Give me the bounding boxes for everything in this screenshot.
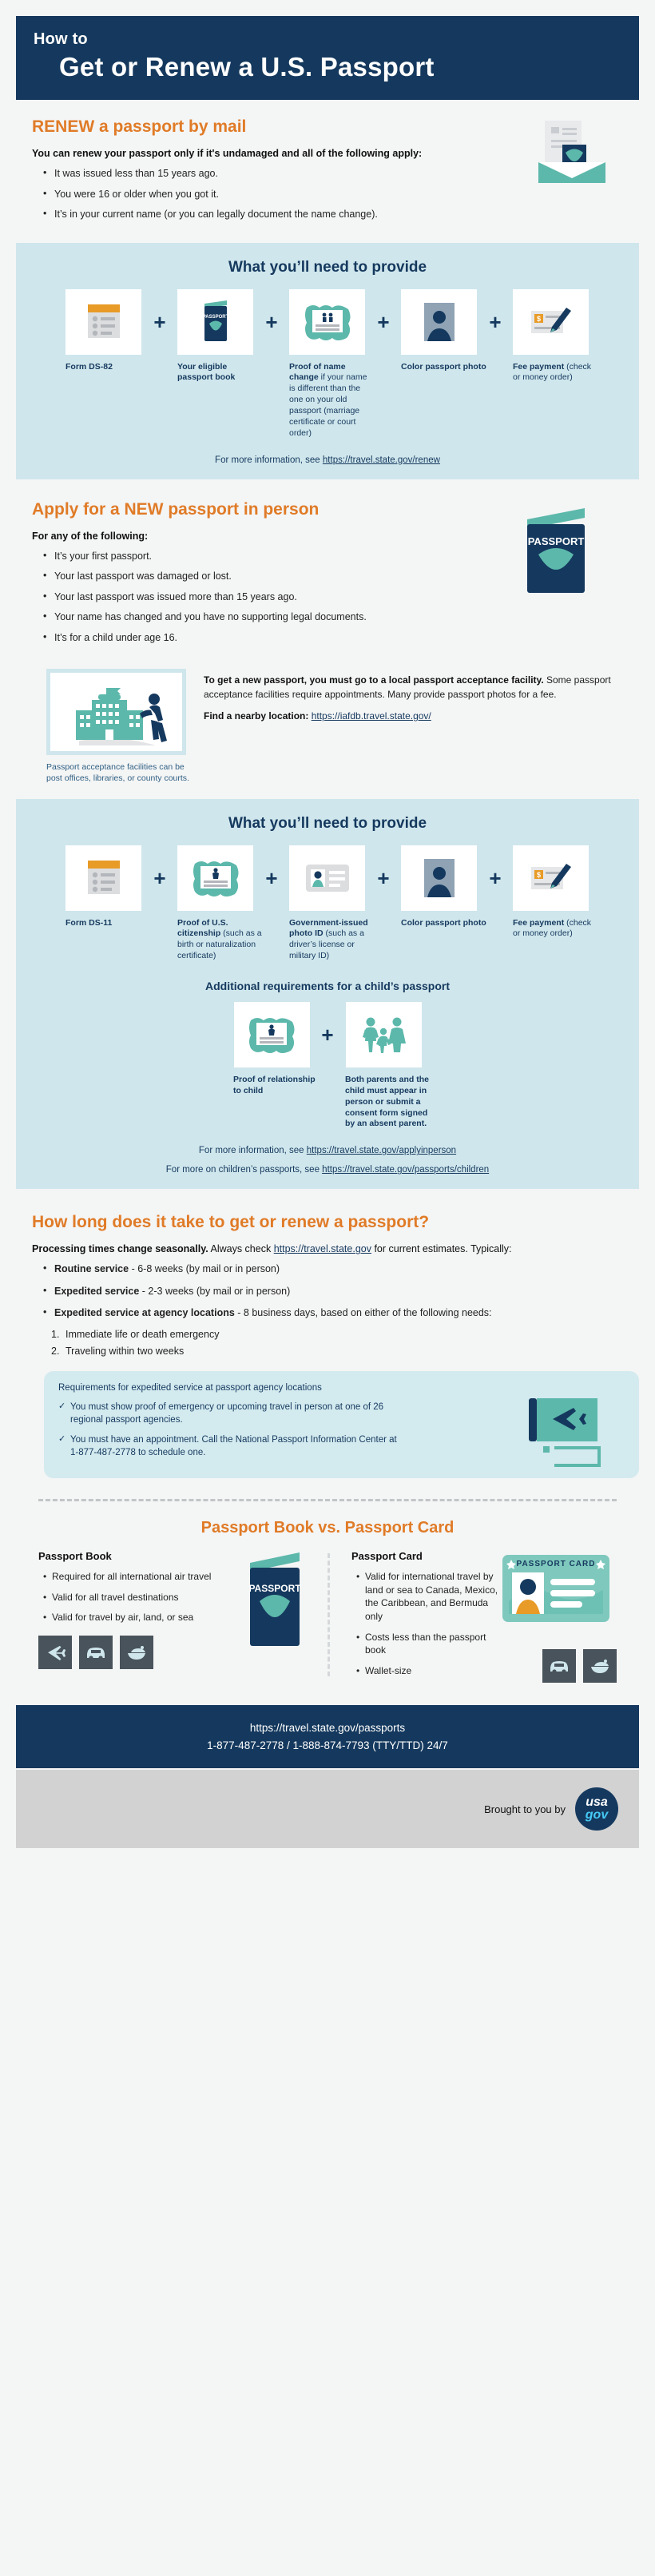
times-heading: How long does it take to get or renew a passport? bbox=[32, 1213, 430, 1232]
requirement-photo-id bbox=[280, 845, 375, 962]
requirement-fee-payment bbox=[504, 845, 598, 940]
list-item: ✓ You must have an appointment. Call the National Passport Information Center at 1-877-487-2778 to schedule one. bbox=[58, 1433, 402, 1459]
requirement-form-ds11 bbox=[57, 845, 151, 929]
acceptance-facility-block bbox=[32, 669, 623, 784]
list-item: Immediate life or death emergency bbox=[66, 1328, 220, 1340]
expedited-requirements-callout bbox=[44, 1371, 639, 1478]
child-requirements-row bbox=[30, 1002, 625, 1130]
svg-text:PASSPORT: PASSPORT bbox=[248, 1583, 301, 1595]
children-more-info bbox=[30, 1165, 625, 1175]
requirement-passport-book bbox=[169, 289, 263, 384]
list-item: • Expedited service at agency locations - 8 business days, based on either of the following needs: bbox=[43, 1306, 623, 1321]
apply-heading: Apply for a NEW passport in person bbox=[32, 499, 320, 519]
apply-info-link[interactable]: https://travel.state.gov/applyinperson bbox=[306, 1146, 457, 1156]
passport-card-column bbox=[328, 1550, 617, 1684]
passport-book-modes bbox=[38, 1636, 224, 1669]
vertical-divider bbox=[328, 1553, 330, 1676]
requirement-caption: Fee payment (check or money order) bbox=[513, 361, 592, 383]
list-item: • It’s for a child under age 16. bbox=[43, 631, 511, 646]
find-location-line bbox=[204, 710, 623, 723]
passport-book-icon bbox=[177, 289, 253, 355]
list-item: • Valid for all travel destinations bbox=[43, 1591, 224, 1604]
passport-card-heading: Passport Card bbox=[351, 1550, 423, 1563]
comparison-section bbox=[0, 1550, 655, 1684]
passport-book-art bbox=[224, 1550, 328, 1684]
apply-panel-heading: What you’ll need to provide bbox=[228, 814, 427, 832]
mail-envelope-illustration bbox=[527, 117, 623, 183]
usagov-logo[interactable] bbox=[575, 1787, 618, 1831]
usagov-logo-top: usa bbox=[586, 1795, 608, 1810]
facility-rest: Some passport acceptance facilities require appointments. Many provide passport photos for a fee. bbox=[204, 674, 611, 700]
plus-icon: + bbox=[153, 865, 166, 890]
requirement-caption: Your eligible passport book bbox=[177, 361, 236, 383]
plus-icon: + bbox=[377, 865, 390, 890]
list-item: • Wallet-size bbox=[356, 1664, 501, 1678]
times-lead-end: for current estimates. Typically: bbox=[371, 1243, 512, 1255]
renew-bullet-list bbox=[43, 167, 527, 222]
usagov-logo-bottom: gov bbox=[585, 1808, 609, 1823]
requirement-caption: Form DS-82 bbox=[66, 361, 113, 372]
find-location-link[interactable]: https://iafdb.travel.state.gov/ bbox=[311, 710, 431, 722]
infographic-page bbox=[0, 16, 655, 1848]
times-bullet-list bbox=[43, 1262, 623, 1321]
travel-state-gov-link[interactable]: https://travel.state.gov bbox=[273, 1243, 371, 1255]
apply-section bbox=[0, 479, 655, 785]
list-item: • Your name has changed and you have no supporting legal documents. bbox=[43, 610, 511, 625]
list-item: • Valid for travel by air, land, or sea bbox=[43, 1611, 224, 1624]
requirement-caption: Proof of U.S. citizenship (such as a birth or naturalization certificate) bbox=[177, 917, 262, 961]
comparison-title: Passport Book vs. Passport Card bbox=[200, 1519, 455, 1537]
renew-section bbox=[0, 100, 655, 229]
processing-times-section bbox=[0, 1189, 655, 1357]
requirement-caption: Fee payment (check or money order) bbox=[513, 917, 592, 939]
ship-icon bbox=[120, 1636, 153, 1669]
list-item: • Valid for international travel by land or sea to Canada, Mexico, the Caribbean, and Bermuda only bbox=[356, 1570, 501, 1623]
passport-book-list bbox=[43, 1570, 224, 1624]
plus-icon: + bbox=[321, 1023, 334, 1047]
government-building-icon bbox=[46, 669, 186, 755]
callout-title: Requirements for expedited service at passport agency locations bbox=[58, 1382, 322, 1393]
photo-id-icon bbox=[289, 845, 365, 911]
car-icon bbox=[542, 1649, 576, 1683]
ship-icon bbox=[583, 1649, 617, 1683]
page-header bbox=[16, 16, 639, 100]
list-item: ✓ You must show proof of emergency or upcoming travel in person at one of 26 regional passport agencies. bbox=[58, 1401, 402, 1426]
brought-to-you-by-label: Brought to you by bbox=[484, 1803, 566, 1815]
requirement-fee-payment bbox=[504, 289, 598, 384]
plus-icon: + bbox=[265, 309, 278, 334]
requirement-name-change bbox=[280, 289, 375, 439]
requirement-caption: Government-issued photo ID (such as a driver’s license or military ID) bbox=[289, 917, 368, 961]
renew-requirements-panel bbox=[16, 243, 639, 479]
requirement-caption: Proof of name change if your name is different than the one on your old passport (marriage certificate or court order) bbox=[289, 361, 367, 438]
list-item: • It’s in your current name (or you can legally document the name change). bbox=[43, 208, 527, 222]
more-info-prefix: For more information, see bbox=[215, 455, 323, 465]
list-item: • Your last passport was issued more than 15 years ago. bbox=[43, 590, 511, 605]
requirement-both-parents bbox=[336, 1002, 431, 1130]
svg-text:PASSPORT CARD: PASSPORT CARD bbox=[516, 1560, 596, 1569]
passport-photo-icon bbox=[401, 845, 477, 911]
list-item: • Required for all international air travel bbox=[43, 1570, 224, 1584]
passport-photo-icon bbox=[401, 289, 477, 355]
list-item: • You were 16 or older when you got it. bbox=[43, 188, 527, 202]
children-info-prefix: For more on children’s passports, see bbox=[165, 1165, 323, 1175]
list-item: • Expedited service - 2-3 weeks (by mail or in person) bbox=[43, 1285, 623, 1299]
children-info-link[interactable]: https://travel.state.gov/passports/children bbox=[322, 1165, 490, 1175]
apply-requirements-panel bbox=[16, 799, 639, 1190]
form-ds11-icon bbox=[66, 845, 141, 911]
form-ds82-icon bbox=[66, 289, 141, 355]
passport-book-heading: Passport Book bbox=[38, 1550, 112, 1563]
footer-phone: 1-877-487-2778 / 1-888-874-7793 (TTY/TTD) 24/7 bbox=[207, 1739, 448, 1751]
apply-lead: For any of the following: bbox=[32, 530, 149, 542]
plus-icon: + bbox=[153, 309, 166, 334]
airplane-ticket-icon bbox=[524, 1395, 618, 1472]
list-item: • It was issued less than 15 years ago. bbox=[43, 167, 527, 181]
list-item: • Routine service - 6-8 weeks (by mail or in person) bbox=[43, 1262, 623, 1277]
footer-url[interactable]: https://travel.state.gov/passports bbox=[249, 1722, 406, 1735]
plus-icon: + bbox=[489, 309, 502, 334]
family-icon bbox=[346, 1002, 422, 1067]
requirement-passport-photo bbox=[392, 845, 486, 929]
contact-footer bbox=[16, 1705, 639, 1768]
requirement-form-ds82 bbox=[57, 289, 151, 373]
svg-text:$: $ bbox=[536, 870, 541, 879]
plus-icon: + bbox=[489, 865, 502, 890]
attribution-footer bbox=[16, 1770, 639, 1848]
apply-requirements-row bbox=[30, 845, 625, 962]
requirement-citizenship bbox=[169, 845, 263, 962]
facility-caption: Passport acceptance facilities can be post offices, libraries, or county courts. bbox=[46, 762, 189, 784]
header-kicker: How to bbox=[34, 30, 88, 48]
times-lead-bold: Processing times change seasonally. bbox=[32, 1243, 208, 1255]
renew-more-info bbox=[30, 455, 625, 465]
renew-requirements-row bbox=[30, 289, 625, 439]
times-lead bbox=[32, 1242, 623, 1256]
renew-lead: You can renew your passport only if it's undamaged and all of the following apply: bbox=[32, 148, 423, 159]
svg-text:$: $ bbox=[536, 314, 541, 323]
svg-text:PASSPORT: PASSPORT bbox=[527, 535, 585, 547]
name-change-certificate-icon bbox=[289, 289, 365, 355]
requirement-passport-photo bbox=[392, 289, 486, 373]
renew-panel-heading: What you’ll need to provide bbox=[228, 258, 427, 276]
child-requirements-heading: Additional requirements for a child’s passport bbox=[205, 980, 450, 993]
apply-more-info bbox=[30, 1146, 625, 1155]
requirement-caption: Both parents and the child must appear in person or submit a consent form signed by an absent parent. bbox=[345, 1075, 430, 1129]
callout-list bbox=[58, 1401, 402, 1459]
list-item: • Costs less than the passport book bbox=[356, 1631, 501, 1657]
fee-payment-icon bbox=[513, 289, 589, 355]
airplane-icon bbox=[38, 1636, 72, 1669]
passport-card-list bbox=[356, 1570, 501, 1677]
passport-book-illustration bbox=[511, 500, 623, 596]
section-divider bbox=[38, 1499, 617, 1501]
passport-book-column bbox=[38, 1550, 328, 1684]
requirement-caption: Color passport photo bbox=[401, 917, 486, 928]
renew-info-link[interactable]: https://travel.state.gov/renew bbox=[322, 455, 440, 465]
expedited-needs-list bbox=[51, 1329, 623, 1357]
find-label: Find a nearby location: bbox=[204, 710, 312, 722]
requirement-proof-relationship bbox=[224, 1002, 319, 1097]
birth-certificate-icon bbox=[234, 1002, 310, 1067]
page-title: Get or Renew a U.S. Passport bbox=[59, 52, 435, 81]
car-icon bbox=[79, 1636, 113, 1669]
times-lead-mid: Always check bbox=[208, 1243, 274, 1255]
svg-text:PASSPORT: PASSPORT bbox=[202, 314, 228, 320]
birth-certificate-icon bbox=[177, 845, 253, 911]
plus-icon: + bbox=[265, 865, 278, 890]
list-item: • It’s your first passport. bbox=[43, 550, 511, 564]
fee-payment-icon bbox=[513, 845, 589, 911]
list-item: • Your last passport was damaged or lost. bbox=[43, 570, 511, 584]
requirement-caption: Proof of relationship to child bbox=[233, 1075, 316, 1095]
apply-bullet-list bbox=[43, 550, 511, 646]
passport-card-modes bbox=[542, 1649, 617, 1683]
facility-text bbox=[204, 669, 623, 723]
facility-bold: To get a new passport, you must go to a local passport acceptance facility. bbox=[204, 674, 544, 686]
list-item: Traveling within two weeks bbox=[66, 1345, 185, 1357]
requirement-caption: Color passport photo bbox=[401, 361, 486, 372]
renew-heading: RENEW a passport by mail bbox=[32, 117, 247, 136]
requirement-caption: Form DS-11 bbox=[66, 917, 113, 928]
plus-icon: + bbox=[377, 309, 390, 334]
more-info-prefix: For more information, see bbox=[198, 1146, 307, 1156]
